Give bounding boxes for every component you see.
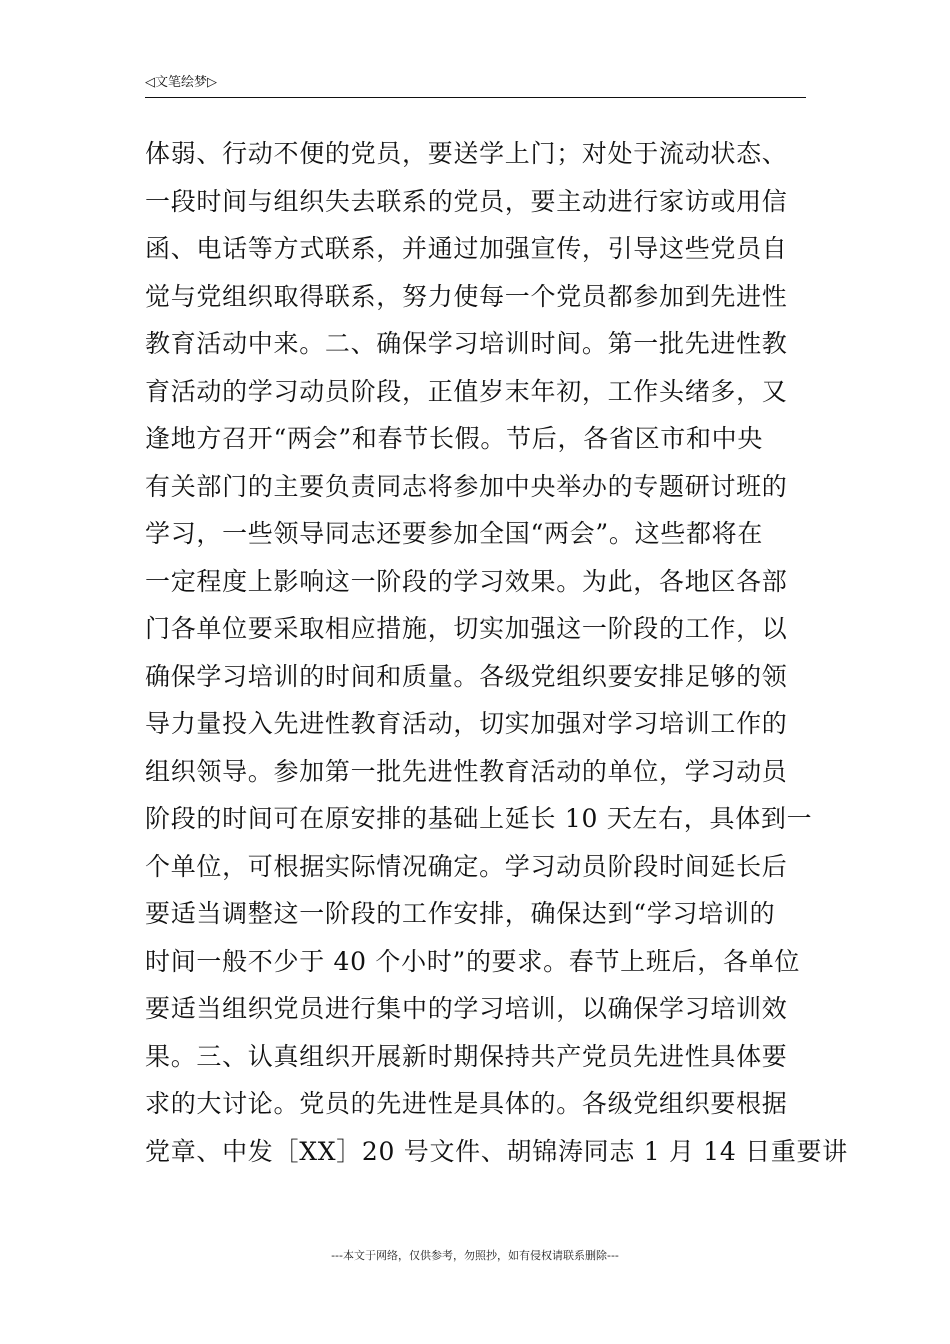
body-line: 教育活动中来。二、确保学习培训时间。第一批先进性教: [145, 329, 788, 358]
body-line: 求的大讨论。党员的先进性是具体的。各级党组织要根据: [145, 1089, 788, 1118]
footer-disclaimer: ---本文于网络，仅供参考，勿照抄，如有侵权请联系删除---: [331, 1249, 619, 1262]
body-line: 要适当组织党员进行集中的学习培训，以确保学习培训效: [145, 994, 788, 1023]
body-line: 觉与党组织取得联系，努力使每一个党员都参加到先进性: [145, 281, 788, 311]
body-line: 函、电话等方式联系，并通过加强宣传，引导这些党员自: [145, 234, 788, 263]
body-line: 党章、中发［XX］20 号文件、胡锦涛同志 1 月 14 日重要讲: [145, 1136, 848, 1166]
body-line: 组织领导。参加第一批先进性教育活动的单位，学习动员: [145, 756, 788, 786]
document-body: [145, 130, 848, 1175]
page-header: [145, 74, 806, 98]
body-line: 导力量投入先进性教育活动，切实加强对学习培训工作的: [145, 709, 788, 738]
body-line: 时间一般不少于 40 个小时”的要求。春节上班后，各单位: [145, 946, 801, 976]
body-line: 育活动的学习动员阶段，正值岁末年初，工作头绪多，又: [145, 376, 788, 406]
body-line: 个单位，可根据实际情况确定。学习动员阶段时间延长后: [145, 851, 788, 881]
body-line: 门各单位要采取相应措施，切实加强这一阶段的工作，以: [145, 614, 788, 643]
body-line: 逢地方召开“两会”和春节长假。节后，各省区市和中央: [145, 424, 764, 453]
header-title: ◁文笔绘梦▷: [145, 75, 217, 90]
body-line: 确保学习培训的时间和质量。各级党组织要安排足够的领: [145, 661, 788, 691]
body-line: 一定程度上影响这一阶段的学习效果。为此，各地区各部: [145, 566, 788, 596]
body-line: 有关部门的主要负责同志将参加中央举办的专题研讨班的: [145, 471, 788, 501]
body-line: 学习，一些领导同志还要参加全国“两会”。这些都将在: [145, 519, 764, 548]
body-line: 体弱、行动不便的党员，要送学上门；对处于流动状态、: [145, 139, 788, 168]
body-line: 一段时间与组织失去联系的党员，要主动进行家访或用信: [145, 186, 788, 216]
body-line: 要适当调整这一阶段的工作安排，确保达到“学习培训的: [145, 899, 776, 928]
body-line: 果。三、认真组织开展新时期保持共产党员先进性具体要: [145, 1041, 788, 1071]
header-divider: [145, 97, 806, 98]
body-line: 阶段的时间可在原安排的基础上延长 10 天左右，具体到一: [145, 804, 813, 833]
